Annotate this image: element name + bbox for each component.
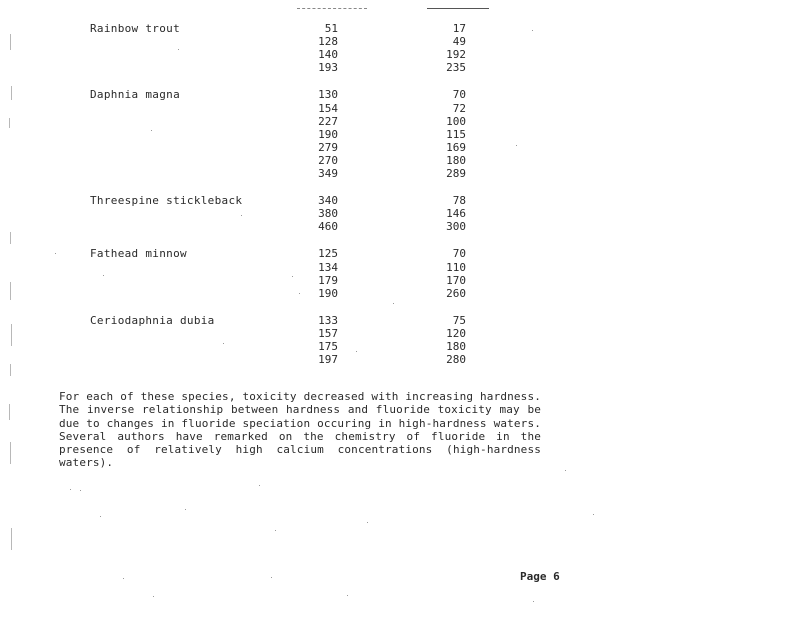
scan-margin-mark	[11, 324, 12, 346]
table-row	[0, 327, 800, 340]
hardness-value: 340	[318, 194, 338, 208]
hardness-value: 157	[318, 326, 338, 340]
scan-speck	[292, 276, 293, 277]
toxicity-value: 110	[446, 260, 466, 274]
hardness-value: 128	[318, 35, 338, 49]
toxicity-value: 49	[452, 35, 466, 49]
scan-margin-mark	[10, 282, 11, 300]
scan-speck	[55, 253, 56, 254]
hardness-value: 193	[318, 61, 338, 75]
table-row	[0, 154, 800, 167]
scan-margin-mark	[10, 442, 11, 464]
hardness-value: 190	[318, 286, 338, 300]
table-row	[0, 314, 800, 327]
hardness-value: 460	[318, 220, 338, 234]
table-row	[0, 274, 800, 287]
page-number: Page 6	[520, 570, 560, 583]
toxicity-value: 280	[446, 353, 466, 367]
scan-speck	[271, 577, 272, 578]
scan-speck	[516, 145, 517, 146]
scan-margin-mark	[11, 528, 12, 550]
hardness-value: 140	[318, 48, 338, 62]
hardness-value: 134	[318, 260, 338, 274]
toxicity-value: 235	[446, 61, 466, 75]
hardness-value: 175	[318, 340, 338, 353]
toxicity-value: 70	[452, 247, 466, 261]
scan-speck	[532, 30, 533, 31]
toxicity-value: 300	[446, 220, 466, 234]
toxicity-value: 75	[452, 313, 466, 327]
toxicity-value: 17	[452, 22, 466, 35]
body-paragraph: For each of these species, toxicity decreased with increasing hardness. The inverse relationship between hardness and fluoride toxicity may be due to changes in fluoride speciation occuring in high-hardness waters. Several authors have remarked on the chemistry of fluoride in the presence of relatively high calcium concentrations (high-hardness waters).	[59, 390, 541, 470]
hardness-value: 51	[324, 22, 338, 35]
species-name: Ceriodaphnia dubia	[90, 313, 215, 327]
table-row	[0, 48, 800, 61]
scan-speck	[347, 595, 348, 596]
scan-margin-mark	[9, 404, 10, 420]
scan-speck	[80, 490, 81, 491]
scan-speck	[356, 351, 357, 352]
hardness-value: 190	[318, 127, 338, 141]
table-row	[0, 88, 800, 101]
scan-speck	[259, 485, 260, 486]
hardness-value: 154	[318, 101, 338, 115]
table-row	[0, 287, 800, 300]
scan-speck	[565, 470, 566, 471]
scan-speck	[178, 49, 179, 50]
toxicity-value: 180	[446, 340, 466, 353]
species-name: Threespine stickleback	[90, 194, 243, 208]
table-row	[0, 167, 800, 180]
table-row	[0, 194, 800, 207]
species-name: Rainbow trout	[90, 22, 180, 35]
scan-speck	[100, 516, 101, 517]
scan-speck	[70, 489, 71, 490]
hardness-value: 130	[318, 88, 338, 102]
hardness-value: 133	[318, 313, 338, 327]
toxicity-value: 289	[446, 167, 466, 180]
scan-speck	[593, 514, 594, 515]
toxicity-value: 70	[452, 88, 466, 102]
table-row	[0, 61, 800, 74]
table-row	[0, 247, 800, 260]
toxicity-value: 100	[446, 114, 466, 128]
table-row	[0, 141, 800, 154]
scan-speck	[185, 509, 186, 510]
table-row	[0, 340, 800, 353]
species-name: Daphnia magna	[90, 88, 180, 102]
hardness-value: 380	[318, 207, 338, 221]
scan-margin-mark	[9, 118, 10, 128]
table-row	[0, 207, 800, 220]
toxicity-value: 115	[446, 127, 466, 141]
scan-speck	[153, 596, 154, 597]
toxicity-value: 180	[446, 153, 466, 167]
column-header-rule-lc50	[427, 8, 489, 9]
species-name: Fathead minnow	[90, 247, 187, 261]
scan-speck	[123, 578, 124, 579]
toxicity-value: 72	[452, 101, 466, 115]
hardness-value: 270	[318, 153, 338, 167]
table-row	[0, 22, 800, 35]
toxicity-value: 170	[446, 273, 466, 287]
table-row	[0, 35, 800, 48]
column-header-rule-hardness	[297, 8, 367, 9]
scan-speck	[367, 522, 368, 523]
scan-speck	[241, 215, 242, 216]
scan-margin-mark	[11, 86, 12, 100]
scan-margin-mark	[10, 364, 11, 376]
table-row	[0, 115, 800, 128]
scan-speck	[299, 293, 300, 294]
scan-speck	[533, 601, 534, 602]
scan-speck	[393, 303, 394, 304]
toxicity-value: 146	[446, 207, 466, 221]
toxicity-value: 78	[452, 194, 466, 208]
scan-margin-mark	[10, 34, 11, 50]
scan-speck	[103, 275, 104, 276]
table-row	[0, 128, 800, 141]
hardness-value: 227	[318, 114, 338, 128]
toxicity-value: 120	[446, 326, 466, 340]
toxicity-value: 260	[446, 286, 466, 300]
hardness-value: 179	[318, 273, 338, 287]
scan-speck	[275, 530, 276, 531]
hardness-value: 279	[318, 140, 338, 154]
table-row	[0, 261, 800, 274]
scan-speck	[151, 130, 152, 131]
scan-margin-mark	[10, 232, 11, 244]
hardness-value: 125	[318, 247, 338, 261]
toxicity-value: 192	[446, 48, 466, 62]
table-row	[0, 353, 800, 366]
table-row	[0, 102, 800, 115]
toxicity-value: 169	[446, 140, 466, 154]
hardness-value: 197	[318, 353, 338, 367]
hardness-value: 349	[318, 167, 338, 180]
scan-speck	[223, 343, 224, 344]
table-row	[0, 220, 800, 233]
